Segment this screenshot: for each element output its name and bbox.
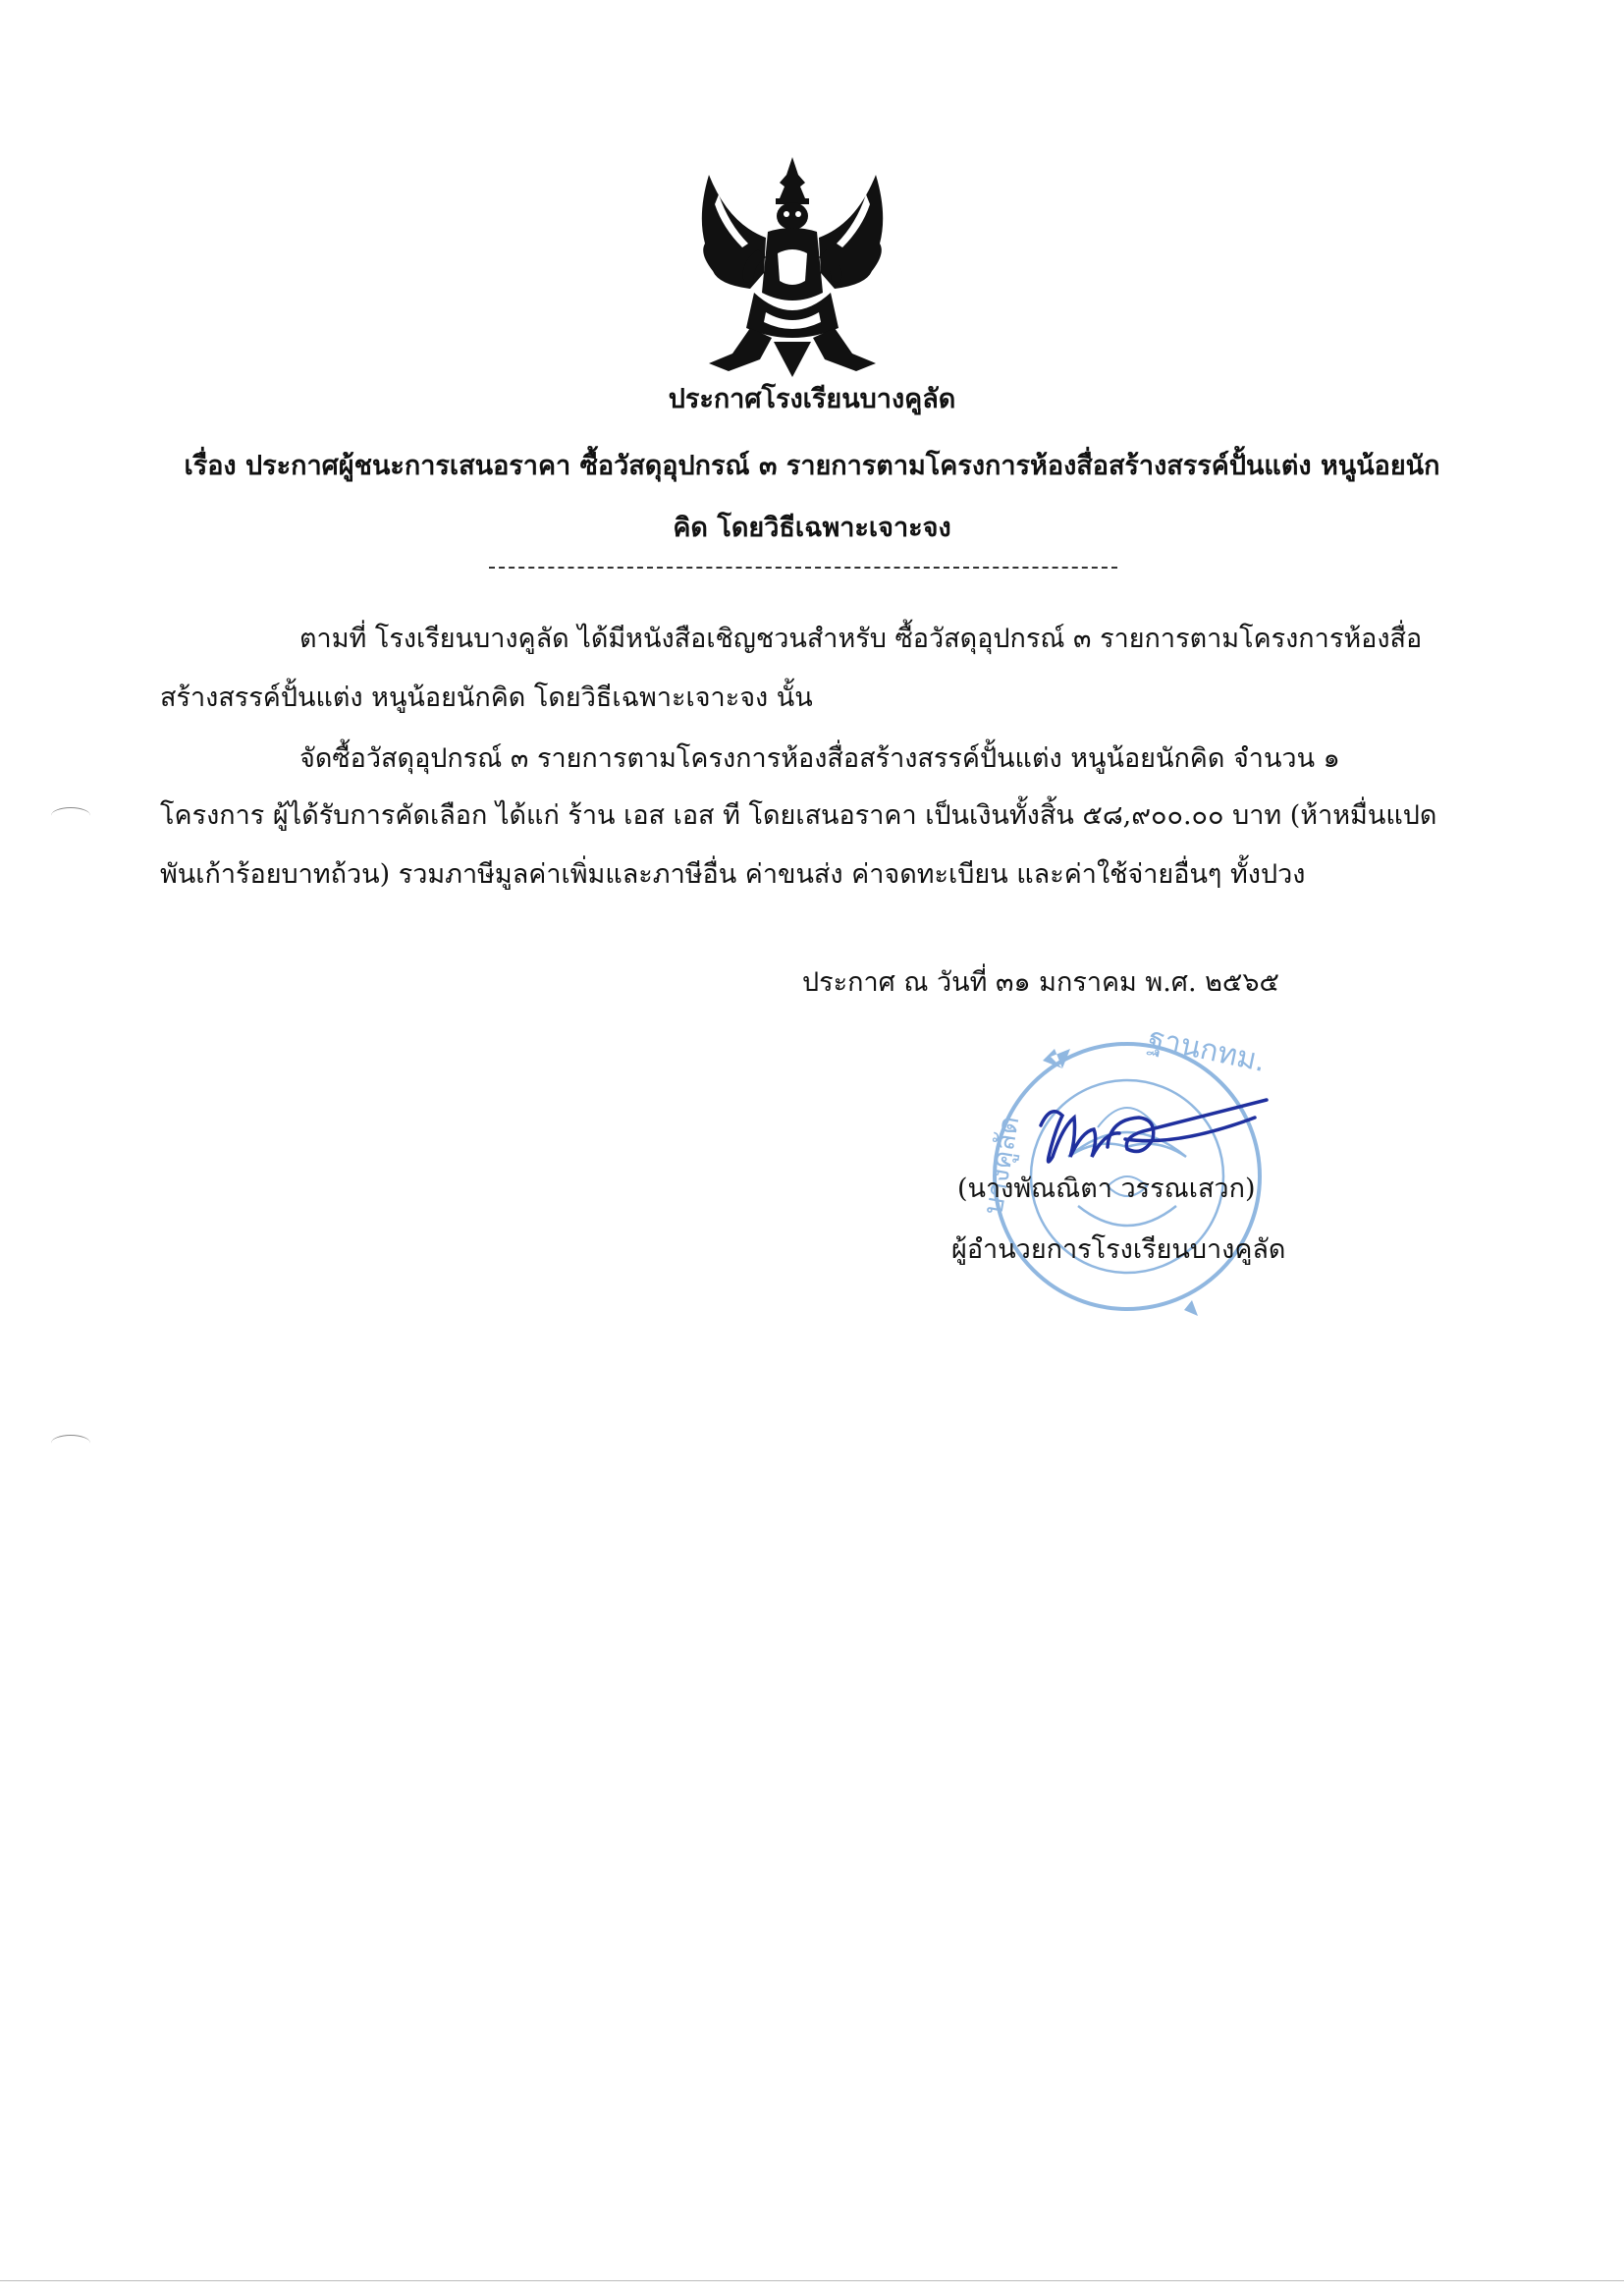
dashed-divider — [489, 567, 1117, 569]
garuda-emblem-icon — [689, 155, 895, 383]
punch-hole-mark — [51, 1435, 90, 1451]
document-subject-line-2: คิด โดยวิธีเฉพาะเจาะจง — [673, 513, 951, 543]
seal-left-text: บางคูลัด — [976, 1113, 1026, 1218]
paragraph-2-line-2: โครงการ ผู้ได้รับการคัดเลือก ได้แก่ ร้าน เอส เอส ที โดยเสนอราคา เป็นเงินทั้งสิ้น ๕๘,๙๐๐.๐๐ บาท (ห้าหมื่นแปด — [160, 800, 1437, 831]
paragraph-1-line-1: ตามที่ โรงเรียนบางคูลัด ได้มีหนังสือเชิญชวนสำหรับ ซื้อวัสดุอุปกรณ์ ๓ รายการตามโครงการห้องสื่อ — [299, 624, 1423, 654]
announcement-date: ประกาศ ณ วันที่ ๓๑ มกราคม พ.ศ. ๒๕๖๕ — [802, 967, 1279, 998]
page-edge-line — [0, 2280, 1624, 2281]
signer-name: (นางพัณณิตา วรรณเสวก) — [957, 1174, 1256, 1204]
document-subject-line-1: เรื่อง ประกาศผู้ชนะการเสนอราคา ซื้อวัสดุอุปกรณ์ ๓ รายการตามโครงการห้องสื่อสร้างสรรค์ปั้นแต่ง หนูน้อยนัก — [184, 451, 1440, 481]
paragraph-2-line-3: พันเก้าร้อยบาทถ้วน) รวมภาษีมูลค่าเพิ่มและภาษีอื่น ค่าขนส่ง ค่าจดทะเบียน และค่าใช้จ่ายอื่นๆ ทั้งปวง — [160, 859, 1306, 890]
seal-top-text: ฐานกทม. — [1145, 1020, 1270, 1080]
punch-hole-mark — [51, 807, 90, 824]
paragraph-2-line-1: จัดซื้อวัสดุอุปกรณ์ ๓ รายการตามโครงการห้องสื่อสร้างสรรค์ปั้นแต่ง หนูน้อยนักคิด จำนวน ๑ — [299, 743, 1340, 774]
signer-position: ผู้อำนวยการโรงเรียนบางคูลัด — [951, 1234, 1286, 1265]
document-title: ประกาศโรงเรียนบางคูลัด — [668, 384, 956, 414]
paragraph-1-line-2: สร้างสรรค์ปั้นแต่ง หนูน้อยนักคิด โดยวิธีเฉพาะเจาะจง นั้น — [160, 683, 813, 713]
